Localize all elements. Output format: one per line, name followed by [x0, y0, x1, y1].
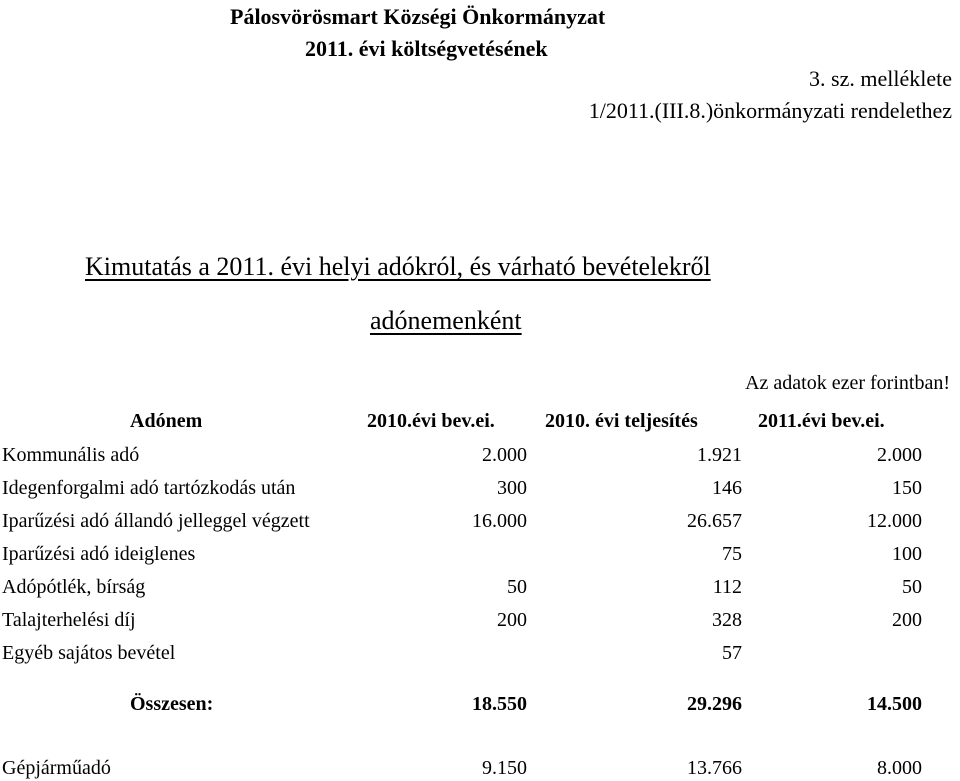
row-label-gepjarmuado: Gépjárműadó	[2, 757, 111, 779]
header-annex: 3. sz. melléklete	[809, 66, 952, 91]
total-2011-estimate: 14.500	[867, 693, 922, 715]
row-iparuzesi-allando-2010-actual: 26.657	[687, 510, 742, 532]
row-gepjarmuado-2010-estimate: 9.150	[482, 757, 527, 779]
column-header-tax-type: Adónem	[130, 410, 203, 432]
row-iparuzesi-ideiglenes-2010-actual: 75	[722, 543, 742, 565]
row-adopotlek-2010-estimate: 50	[507, 576, 527, 598]
row-adopotlek-2011-estimate: 50	[902, 576, 922, 598]
header-budget-year: 2011. évi költségvetésének	[305, 36, 548, 61]
row-label-egyeb: Egyéb sajátos bevétel	[2, 642, 176, 664]
total-label: Összesen:	[130, 693, 214, 715]
document-subtitle: adónemenként	[370, 306, 522, 335]
row-kommunalis-2010-estimate: 2.000	[482, 444, 527, 466]
row-label-kommunalis: Kommunális adó	[2, 444, 140, 466]
row-idegenforgalmi-2011-estimate: 150	[892, 477, 922, 499]
column-header-2010-estimate: 2010.évi bev.ei.	[367, 410, 495, 432]
total-2010-actual: 29.296	[687, 693, 742, 715]
row-gepjarmuado-2011-estimate: 8.000	[877, 757, 922, 779]
row-label-talajterhelesi: Talajterhelési díj	[2, 609, 136, 631]
row-kommunalis-2010-actual: 1.921	[697, 444, 742, 466]
row-talajterhelesi-2010-estimate: 200	[497, 609, 527, 631]
row-iparuzesi-allando-2010-estimate: 16.000	[472, 510, 527, 532]
header-municipality: Pálosvörösmart Községi Önkormányzat	[230, 4, 606, 29]
column-header-2011-estimate: 2011.évi bev.ei.	[758, 410, 885, 432]
row-adopotlek-2010-actual: 112	[712, 576, 742, 598]
row-talajterhelesi-2011-estimate: 200	[892, 609, 922, 631]
row-idegenforgalmi-2010-estimate: 300	[497, 477, 527, 499]
header-decree: 1/2011.(III.8.)önkormányzati rendelethez	[588, 98, 952, 123]
total-2010-estimate: 18.550	[472, 693, 527, 715]
row-label-adopotlek: Adópótlék, bírság	[2, 576, 146, 598]
row-label-iparuzesi-allando: Iparűzési adó állandó jelleggel végzett	[2, 510, 310, 532]
column-header-2010-actual: 2010. évi teljesítés	[545, 410, 698, 432]
row-gepjarmuado-2010-actual: 13.766	[687, 757, 742, 779]
row-label-iparuzesi-ideiglenes: Iparűzési adó ideiglenes	[2, 543, 196, 565]
row-idegenforgalmi-2010-actual: 146	[712, 477, 742, 499]
row-iparuzesi-ideiglenes-2011-estimate: 100	[892, 543, 922, 565]
row-label-idegenforgalmi: Idegenforgalmi adó tartózkodás után	[2, 477, 296, 499]
row-talajterhelesi-2010-actual: 328	[712, 609, 742, 631]
row-iparuzesi-allando-2011-estimate: 12.000	[867, 510, 922, 532]
unit-note: Az adatok ezer forintban!	[745, 372, 950, 394]
document-title: Kimutatás a 2011. évi helyi adókról, és várható bevételekről	[85, 252, 711, 281]
row-egyeb-2010-actual: 57	[722, 642, 742, 664]
row-kommunalis-2011-estimate: 2.000	[877, 444, 922, 466]
